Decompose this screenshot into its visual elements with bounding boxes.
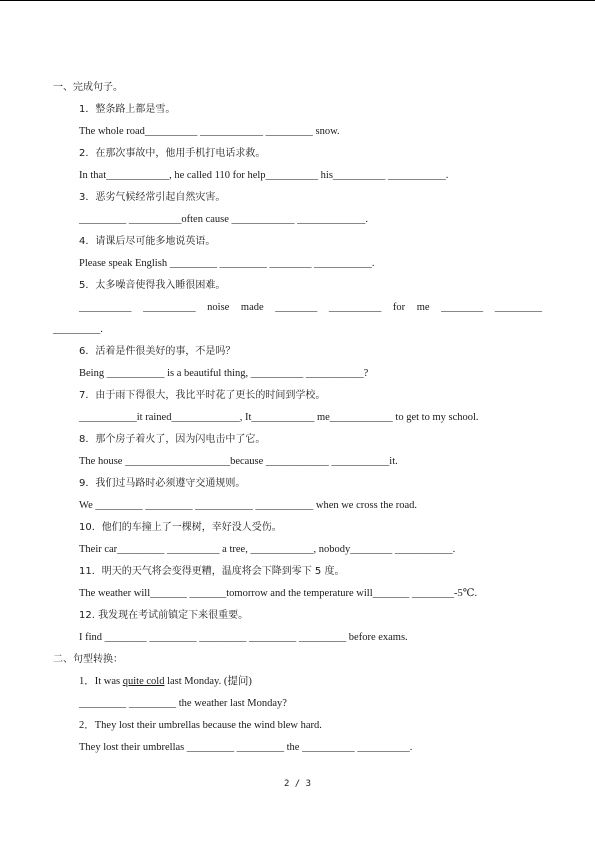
item5-question: 5．太多噪音使得我入睡很困难。 (79, 280, 226, 291)
item10-answer: Their car_________ __________ a tree, ____________, nobody________ ___________. (79, 544, 456, 555)
item5-word: __________ (328, 302, 382, 313)
item6-question: 6．活着是件很美好的事，不是吗？ (79, 346, 236, 357)
item5-word: noise (207, 302, 230, 313)
item12-question: 12. 我发现在考试前镇定下来很重要。 (79, 610, 249, 621)
item5-answer-continuation: _________. (53, 324, 103, 335)
page-number: 2 / 3 (283, 779, 312, 789)
item5-word: ________ (275, 302, 318, 313)
item12-answer: I find ________ _________ _________ _________ _________ before exams. (79, 632, 408, 643)
item5-word: made (240, 302, 264, 313)
item4-answer: Please speak English _________ _________ ________ ___________. (79, 258, 375, 269)
s2-item1-suffix: last Monday. (提问) (164, 676, 252, 687)
item9-answer: We _________ _________ ___________ ___________ when we cross the road. (79, 500, 418, 511)
top-rule (0, 0, 595, 1)
item9-question: 9．我们过马路时必须遵守交通规则。 (79, 478, 246, 489)
item5-word: for (392, 302, 406, 313)
item5-word: me (416, 302, 430, 313)
item5-answer (79, 301, 542, 315)
section1-title: 一、完成句子。 (53, 82, 123, 93)
item6-answer: Being ___________ is a beautiful thing, __________ ___________? (79, 368, 369, 379)
s2-item1-underlined: quite cold (122, 676, 165, 687)
item1-question: 1．整条路上都是雪。 (79, 104, 176, 115)
s2-item1-prefix: 1．It was (79, 676, 123, 687)
item11-answer: The weather will_______ _______tomorrow and the temperature will_______ ________-5℃. (79, 588, 478, 599)
item5-word: ________ (441, 302, 484, 313)
s2-item2-answer: They lost their umbrellas _________ _________ the __________ __________. (79, 742, 413, 753)
s2-item2-question: 2．They lost their umbrellas because the wind blew hard. (79, 720, 322, 731)
item1-answer: The whole road__________ ____________ _________ snow. (79, 126, 340, 137)
item7-question: 7．由于雨下得很大，我比平时花了更长的时间到学校。 (79, 390, 326, 401)
item5-word: _________ (494, 302, 542, 313)
item8-answer: The house ____________________because ____________ ___________it. (79, 456, 398, 467)
item5-word: __________ (79, 302, 132, 313)
s2-item1-answer: _________ _________ the weather last Monday? (79, 698, 287, 709)
item2-question: 2．在那次事故中，他用手机打电话求救。 (79, 148, 266, 159)
item3-answer: _________ __________often cause ____________ _____________. (79, 214, 369, 225)
item10-question: 10．他们的车撞上了一棵树，幸好没人受伤。 (79, 522, 282, 533)
item11-question: 11．明天的天气将会变得更糟，温度将会下降到零下 5 度。 (79, 566, 345, 577)
item7-answer: ___________it rained_____________, It____________ me____________ to get to my school. (79, 412, 479, 423)
item8-question: 8．那个房子着火了，因为闪电击中了它。 (79, 434, 266, 445)
s2-item1-question (79, 675, 252, 689)
item2-answer: In that____________, he called 110 for help__________ his__________ ___________. (79, 170, 449, 181)
section2-title: 二、句型转换： (53, 654, 123, 665)
item4-question: 4．请课后尽可能多地说英语。 (79, 236, 216, 247)
item5-word: __________ (143, 302, 196, 313)
item3-question: 3．恶劣气候经常引起自然灾害。 (79, 192, 226, 203)
